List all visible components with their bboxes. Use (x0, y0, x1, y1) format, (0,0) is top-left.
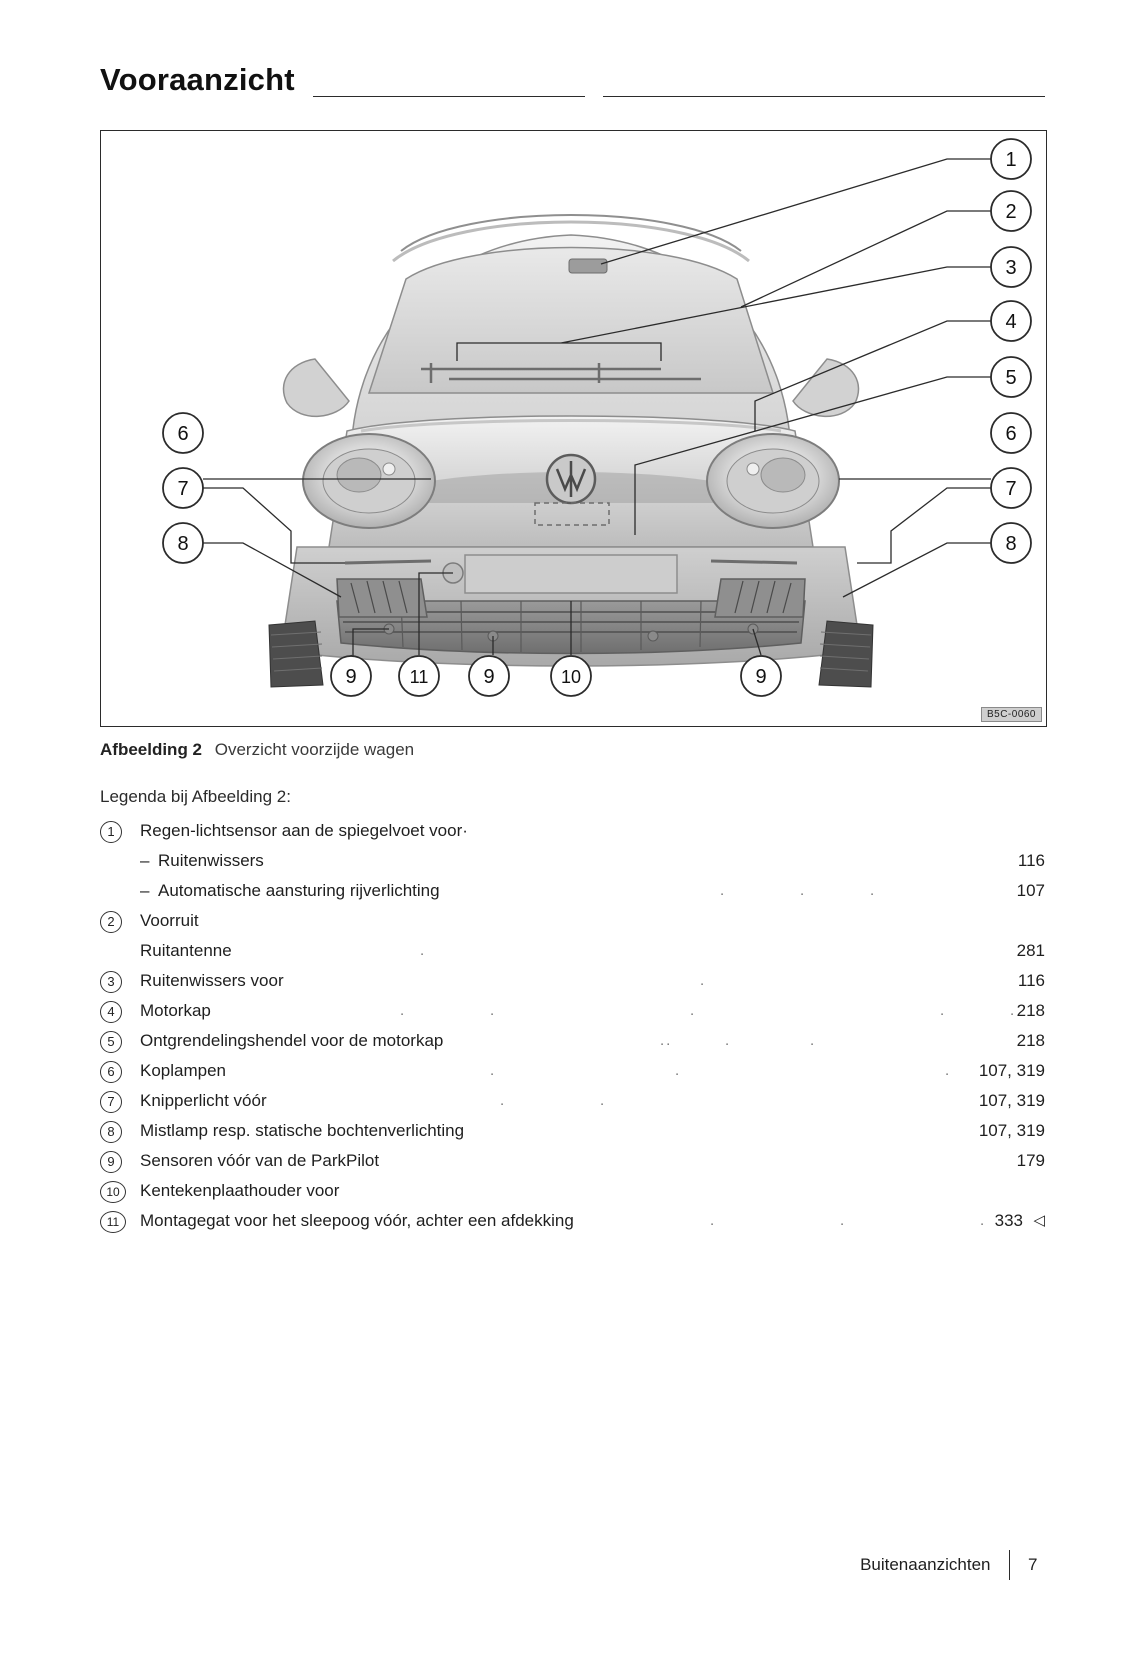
list-item (100, 998, 1045, 1028)
list-item-label: Ruitantenne (140, 941, 232, 960)
list-item (100, 908, 1045, 938)
page-header (100, 62, 1045, 104)
leader-dot: .. (660, 1032, 673, 1049)
list-item-label: Ruitenwissers (158, 851, 264, 870)
page-reference: 218 (1016, 1001, 1045, 1020)
svg-text:9: 9 (755, 666, 767, 688)
list-item-label: Ruitenwissers voor (140, 971, 284, 990)
list-item (100, 1148, 1045, 1178)
leader-dot: . (810, 1032, 817, 1049)
callout-number: 6 (100, 1061, 122, 1083)
list-item (100, 1028, 1045, 1058)
leader-dot: . (945, 1062, 952, 1079)
list-item (100, 938, 1045, 968)
svg-text:7: 7 (177, 478, 189, 500)
list-item (100, 1208, 1045, 1238)
list-item-label: Voorruit (140, 911, 199, 930)
leader-dot: . (690, 1002, 697, 1019)
list-item-label: Knipperlicht vóór (140, 1091, 267, 1110)
list-item-label: Kentekenplaathouder voor (140, 1181, 340, 1200)
svg-text:4: 4 (1005, 311, 1017, 333)
leader-dot: . (490, 1062, 497, 1079)
legend-list (100, 818, 1045, 1238)
leader-dot: . (840, 1212, 847, 1229)
leader-dot: . (420, 942, 427, 959)
svg-text:5: 5 (1005, 367, 1017, 389)
svg-text:7: 7 (1005, 478, 1017, 500)
callout-number: 8 (100, 1121, 122, 1143)
page-reference: 116 (1017, 851, 1045, 870)
callout-number: 2 (100, 911, 122, 933)
list-item (100, 1088, 1045, 1118)
list-item (100, 878, 1045, 908)
page-title: Vooraanzicht (100, 62, 305, 98)
list-item (100, 968, 1045, 998)
page-reference: 218 (1016, 1031, 1045, 1050)
callout-number: 1 (100, 821, 122, 843)
page-footer (860, 1548, 1042, 1582)
list-item (100, 818, 1045, 848)
page-reference: 281 (1016, 941, 1045, 960)
svg-text:8: 8 (1005, 533, 1017, 555)
figure-caption-label: Afbeelding 2 (100, 740, 203, 759)
list-item-label: Regen-lichtsensor aan de spiegelvoet voor· (140, 821, 468, 840)
leader-dot: . (700, 972, 707, 989)
page-reference: 107, 319 (978, 1091, 1045, 1110)
callout-number: 3 (100, 971, 122, 993)
figure-caption (100, 740, 414, 760)
callout-number: 11 (100, 1211, 126, 1233)
header-rule-gap-2 (585, 92, 603, 102)
list-item (100, 1118, 1045, 1148)
svg-text:2: 2 (1005, 201, 1017, 223)
svg-text:6: 6 (1005, 423, 1017, 445)
list-item (100, 1178, 1045, 1208)
callout-number: 9 (100, 1151, 122, 1173)
list-item-label: Koplampen (140, 1061, 227, 1080)
list-item (100, 848, 1045, 878)
svg-text:6: 6 (177, 423, 189, 445)
list-item (100, 1058, 1045, 1088)
callout-number: 4 (100, 1001, 122, 1023)
list-item-label: Montagegat voor het sleepoog vóór, achter een afdekking (140, 1211, 574, 1230)
list-item-label: Sensoren vóór van de ParkPilot (140, 1151, 380, 1170)
callout-number: 5 (100, 1031, 122, 1053)
list-item-label: Ontgrendelingshendel voor de motorkap (140, 1031, 444, 1050)
callout-number: 7 (100, 1091, 122, 1113)
leader-dot: . (1010, 1002, 1017, 1019)
svg-text:9: 9 (483, 666, 495, 688)
leader-dot: . (675, 1062, 682, 1079)
leader-dot: . (980, 1212, 987, 1229)
callout-number: 10 (100, 1181, 126, 1203)
svg-text:3: 3 (1005, 257, 1017, 279)
leader-dot: . (400, 1002, 407, 1019)
leader-dot: . (725, 1032, 732, 1049)
car-front-illustration (101, 131, 1042, 722)
leader-dot: . (720, 882, 727, 899)
leader-dot: . (600, 1092, 607, 1109)
list-item-dash: – (140, 881, 150, 900)
list-item-label: Automatische aansturing rijverlichting (158, 881, 440, 900)
figure-front-view (100, 130, 1047, 727)
leader-dot: . (870, 882, 877, 899)
continuation-arrow-icon: ◁ (1033, 1212, 1045, 1229)
svg-text:8: 8 (177, 533, 189, 555)
leader-dot: . (490, 1002, 497, 1019)
page-reference: 107, 319 (978, 1061, 1045, 1080)
leader-dot: . (710, 1212, 717, 1229)
legend-heading: Legenda bij Afbeelding 2: (100, 787, 291, 806)
list-item-label: Motorkap (140, 1001, 211, 1020)
page-reference: 179 (1016, 1151, 1045, 1170)
leader-dot: . (800, 882, 807, 899)
page-reference: 107, 319 (978, 1121, 1045, 1140)
svg-text:1: 1 (1005, 149, 1017, 171)
page-reference: 107 (1016, 881, 1045, 900)
leader-dot: . (500, 1092, 507, 1109)
figure-caption-text: Overzicht voorzijde wagen (214, 740, 415, 759)
footer-section-title: Buitenaanzichten (860, 1555, 991, 1574)
list-item-label: Mistlamp resp. statische bochtenverlichting (140, 1121, 465, 1140)
page-reference: 333 (994, 1211, 1023, 1230)
list-item-dash: – (140, 851, 150, 870)
svg-text:10: 10 (560, 667, 582, 687)
svg-text:9: 9 (345, 666, 357, 688)
figure-code: B5C-0060 (981, 707, 1042, 722)
svg-text:11: 11 (409, 667, 429, 687)
leader-dot: . (940, 1002, 947, 1019)
footer-page-number: 7 (1028, 1555, 1038, 1574)
page-reference: 116 (1017, 971, 1045, 990)
